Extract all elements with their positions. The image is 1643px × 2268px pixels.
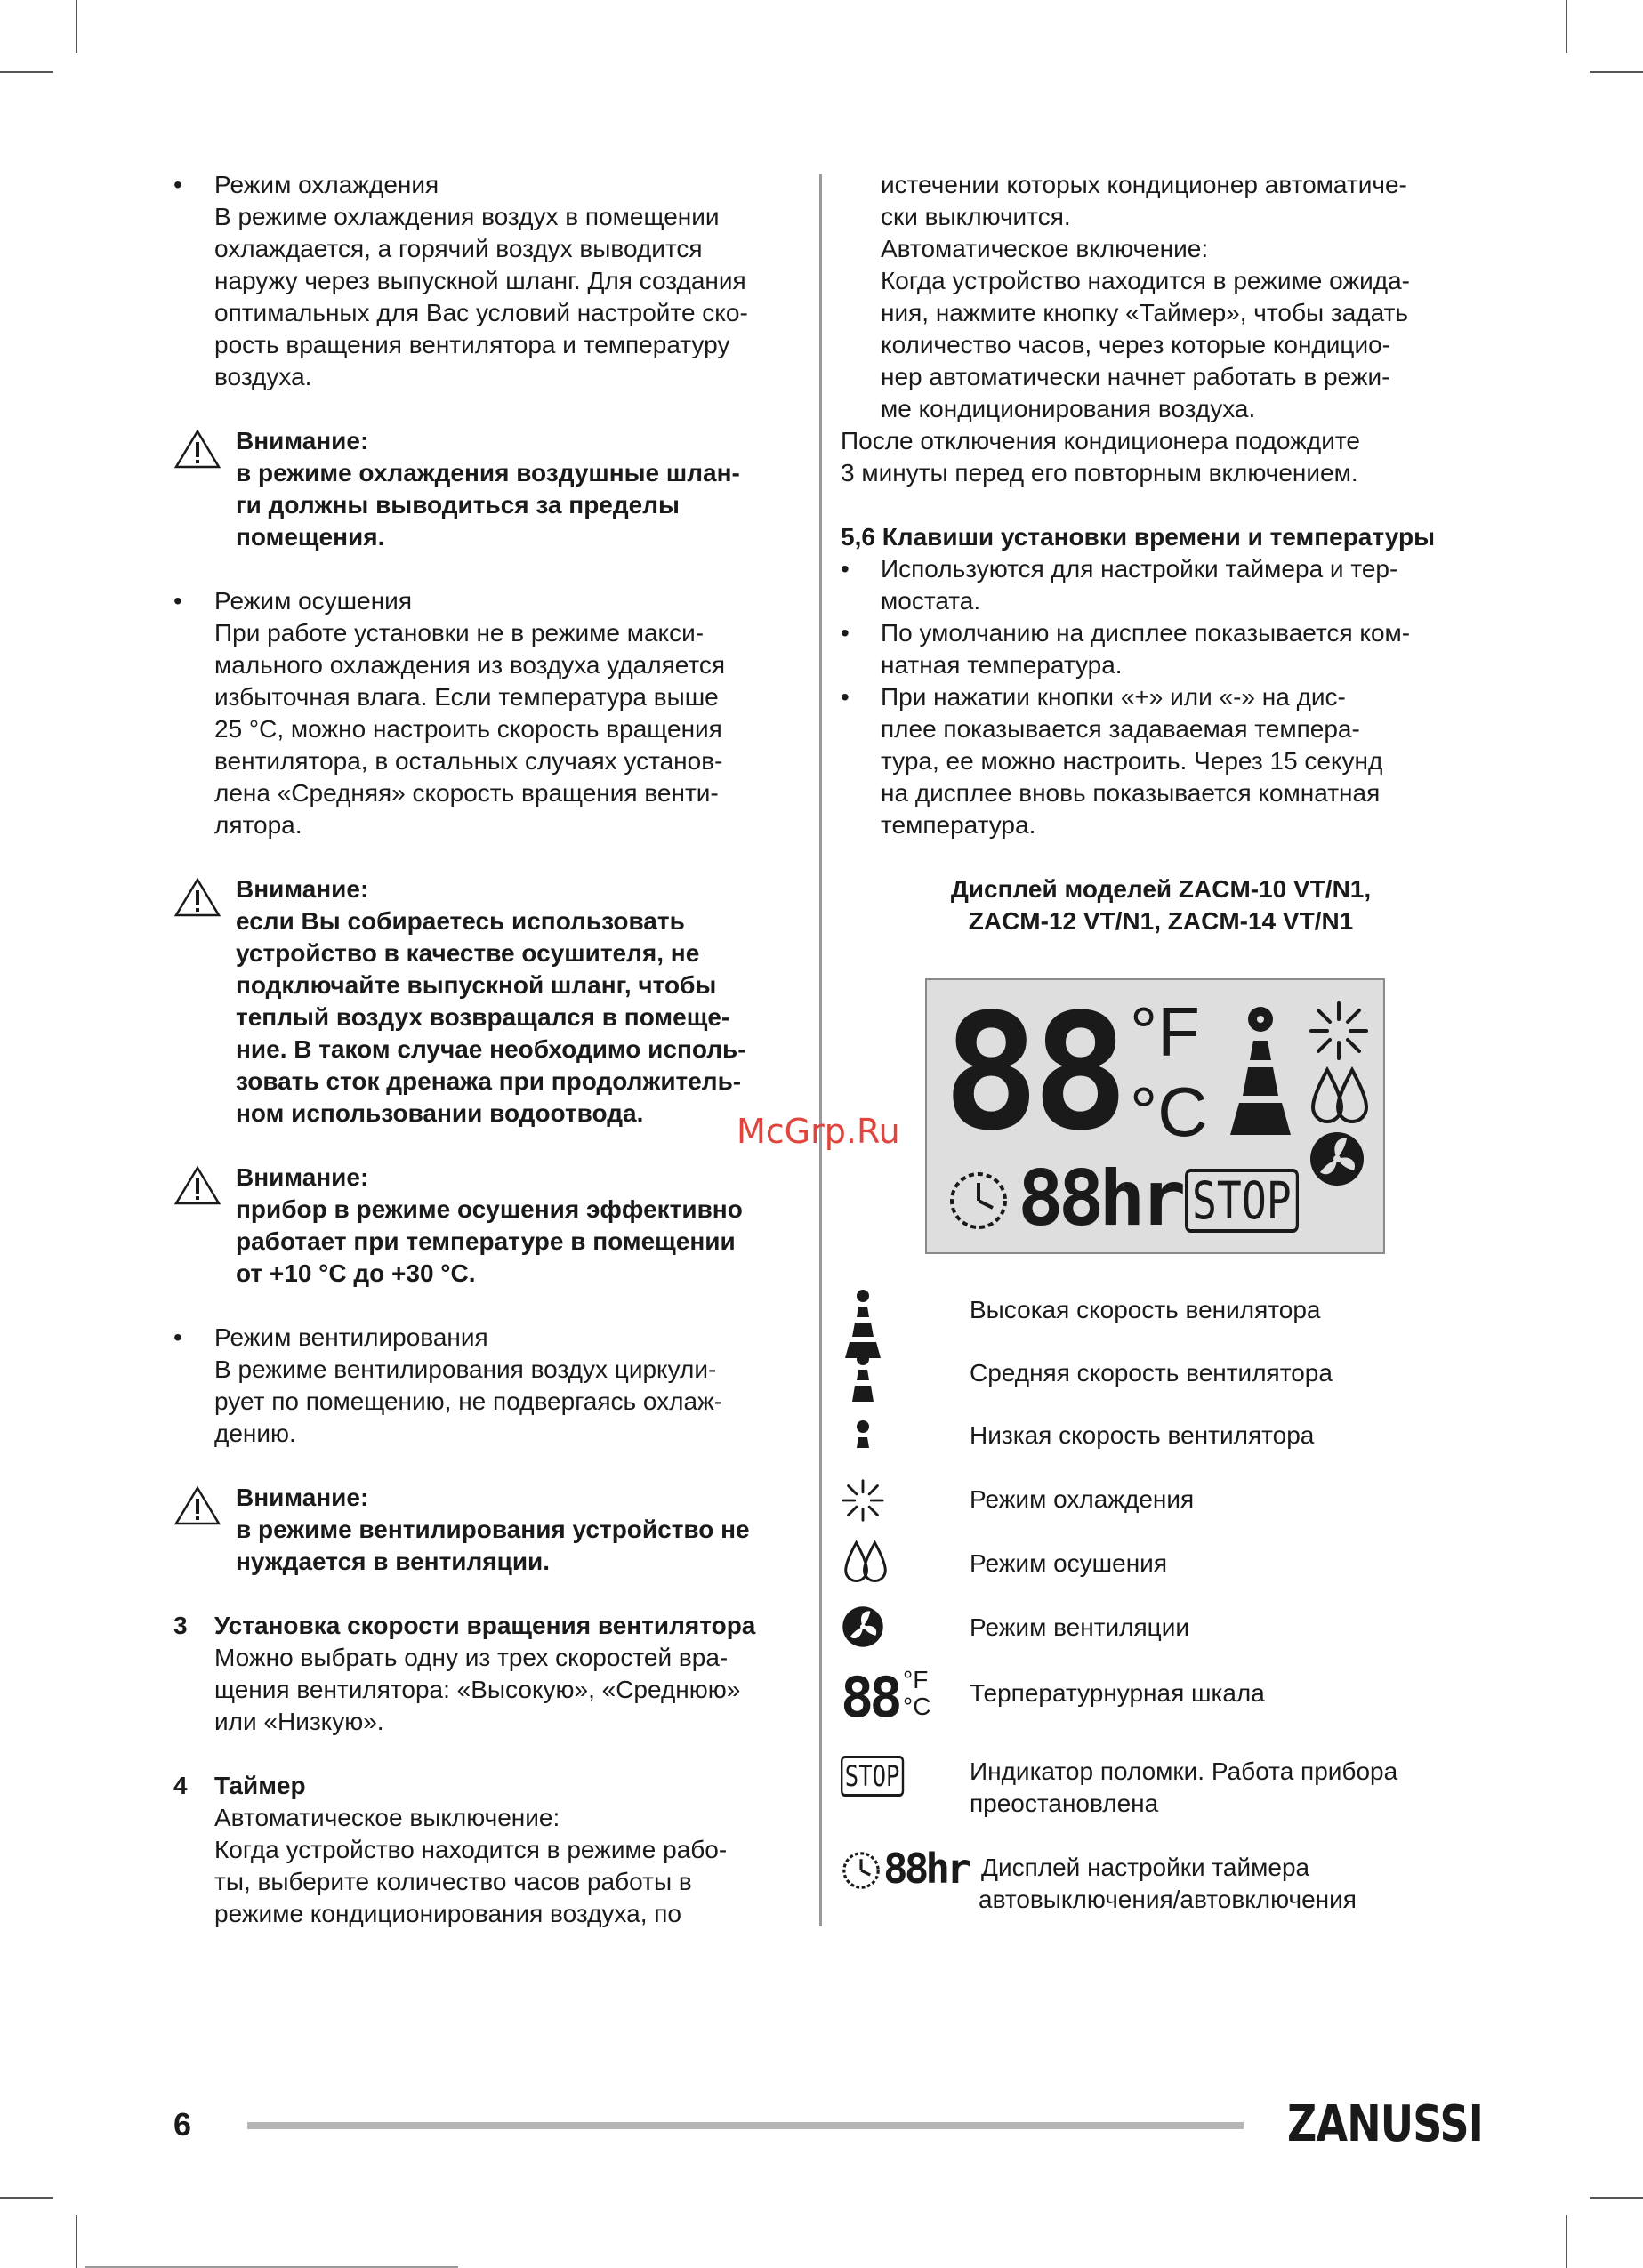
text-line: ги должны выводиться за пределы <box>236 491 680 519</box>
text-line: рость вращения вентилятора и температуру <box>214 331 730 358</box>
text-line: количество часов, через которые кондицио- <box>881 331 1390 358</box>
crop-mark <box>1566 2215 1567 2268</box>
text-line: тура, ее можно настроить. Через 15 секунд <box>881 747 1383 775</box>
text-line: Когда устройство находится в режиме рабо- <box>214 1836 728 1863</box>
legend-label: Режим осушения <box>970 1549 1167 1577</box>
section-title: Установка скорости вращения вентилятора <box>214 1612 756 1639</box>
crop-mark <box>1590 2197 1643 2199</box>
legend-medium-speed <box>841 1357 1517 1411</box>
legend-high-speed <box>841 1294 1517 1347</box>
legend-temperature <box>841 1665 1517 1731</box>
text-line: натная температура. <box>881 651 1123 679</box>
text-line: Когда устройство находится в режиме ожида- <box>881 267 1410 294</box>
list-item: • По умолчанию на дисплее показывается ком- натная температура. <box>841 617 1481 681</box>
text-line: мостата. <box>881 587 981 615</box>
text-line: наружу через выпускной шланг. Для создания <box>214 267 746 294</box>
right-column <box>841 169 1481 937</box>
footer-rule <box>247 2122 1244 2129</box>
crop-mark <box>76 0 77 53</box>
warning-label: Внимание: <box>236 875 369 903</box>
warning-block <box>173 873 809 1130</box>
column-divider <box>819 174 822 1926</box>
text-line: нер автоматически начнет работать в режи- <box>881 363 1390 390</box>
warning-triangle-icon <box>173 429 221 470</box>
section-fan-speed <box>173 1610 809 1738</box>
drying-mode-item: • Режим осушения При работе установки не в режиме макси- мального охлаждения из воздуха удаляется избыточная влага. Если температура выше 25 °С, можно настроить скорость вращения вентилятора, в остальных случаях установ- лена «Средняя» скорость вращения венти- лятора. <box>173 585 809 841</box>
legend-label: Высокая скорость венилятора <box>970 1296 1321 1323</box>
temperature-digits-icon: 88 <box>841 1665 898 1730</box>
text-line: щения вентилятора: «Высокую», «Среднюю» <box>214 1676 741 1703</box>
warning-block <box>173 1162 809 1290</box>
legend-label: автовыключения/автовключения <box>979 1886 1357 1913</box>
text-line: рует по помещению, не подвергаясь охлаж- <box>214 1387 723 1415</box>
timer-digits-icon: 88hr <box>883 1845 968 1893</box>
text-line: если Вы собираетесь использовать <box>236 907 685 935</box>
lcd-unit-c: °C <box>1130 1073 1208 1151</box>
legend-drying <box>841 1548 1517 1592</box>
text-line: В режиме охлаждения воздух в помещении <box>214 203 720 230</box>
section-number: 4 <box>173 1772 188 1799</box>
legend-label: Дисплей настройки таймера <box>981 1854 1310 1881</box>
text-line: плее показывается задаваемая темпера- <box>881 715 1360 743</box>
caption-line: Дисплей моделей ZACM-10 VT/N1, <box>950 875 1372 903</box>
fan-icon <box>1308 1130 1366 1188</box>
text-line: в режиме охлаждения воздушные шлан- <box>236 459 740 487</box>
lcd-unit-f: °F <box>1130 993 1200 1071</box>
text-line: зовать сток дренажа при продолжитель- <box>236 1067 742 1095</box>
lcd-temperature-digits: 88 <box>943 980 1122 1166</box>
text-line: ски выключится. <box>881 203 1071 230</box>
cooling-mode-title: Режим охлаждения <box>214 171 439 198</box>
text-line: теплый воздух возвращался в помеще- <box>236 1003 730 1031</box>
warning-triangle-icon <box>173 1485 221 1526</box>
text-line: ние. В таком случае необходимо исполь- <box>236 1035 746 1063</box>
text-line: от +10 °С до +30 °С. <box>236 1259 476 1287</box>
text-line: ты, выберите количество часов работы в <box>214 1868 692 1895</box>
warning-label: Внимание: <box>236 1484 369 1511</box>
warning-triangle-icon <box>173 1165 221 1206</box>
stop-indicator-icon: STOP <box>841 1756 904 1797</box>
restart-note <box>841 425 1481 489</box>
text-line: После отключения кондиционера подождите <box>841 427 1360 454</box>
text-line: 3 минуты перед его повторным включением. <box>841 459 1358 487</box>
timer-continued <box>841 169 1481 425</box>
section-number: 3 <box>173 1612 188 1639</box>
text-line: ния, нажмите кнопку «Таймер», чтобы задать <box>881 299 1409 326</box>
text-line: устройство в качестве осушителя, не <box>236 939 700 967</box>
text-line: дению. <box>214 1420 296 1447</box>
list-item: • При нажатии кнопки «+» или «-» на дис- плее показывается задаваемая темпера- тура, ее можно настроить. Через 15 секунд на дисплее вновь показывается комнатная температура. <box>841 681 1481 841</box>
legend-label: Низкая скорость вентилятора <box>970 1421 1315 1449</box>
page-number: 6 <box>173 2106 192 2143</box>
drops-icon <box>1308 1065 1372 1127</box>
text-line: лена «Средняя» скорость вращения венти- <box>214 779 719 807</box>
legend-low-speed <box>841 1420 1517 1464</box>
temperature-unit-c: °C <box>903 1693 931 1720</box>
crop-mark <box>1566 0 1567 53</box>
text-line: вентилятора, в остальных случаях установ- <box>214 747 723 775</box>
legend-label: Режим вентиляции <box>970 1613 1189 1641</box>
caption-line: ZACM-12 VT/N1, ZACM-14 VT/N1 <box>968 907 1354 935</box>
text-line: При работе установки не в режиме макси- <box>214 619 705 647</box>
crop-mark <box>0 71 53 73</box>
fan-low-speed-icon <box>841 1420 885 1455</box>
fan-speed-icon <box>1216 1005 1305 1138</box>
ventilation-mode-item: • Режим вентилирования В режиме вентилирования воздух циркули- рует по помещению, не подвергаясь охлаж- дению. <box>173 1322 809 1450</box>
text-line: помещения. <box>236 523 385 551</box>
section-title: 5,6 Клавиши установки времени и температуры <box>841 523 1435 551</box>
text-line: нуждается в вентиляции. <box>236 1548 551 1575</box>
text-line: охлаждается, а горячий воздух выводится <box>214 235 703 262</box>
crop-mark <box>1590 71 1643 73</box>
legend-cooling <box>841 1484 1517 1528</box>
section-time-temp-keys <box>841 521 1481 841</box>
text-line: в режиме вентилирования устройство не <box>236 1516 750 1543</box>
warning-block <box>173 425 809 553</box>
drops-icon <box>841 1539 890 1585</box>
text-line: или «Низкую». <box>214 1708 384 1735</box>
warning-label: Внимание: <box>236 1163 369 1191</box>
legend-stop <box>841 1756 1517 1827</box>
lcd-stop-indicator: STOP <box>1185 1169 1299 1233</box>
legend-label: Терпературнурная шкала <box>970 1679 1265 1707</box>
text-line: температура. <box>881 811 1036 839</box>
text-line: оптимальных для Вас условий настройте ско- <box>214 299 748 326</box>
text-line: лятора. <box>214 811 302 839</box>
text-line: на дисплее вновь показывается комнатная <box>881 779 1381 807</box>
crop-mark <box>0 2197 53 2199</box>
text-line: прибор в режиме осушения эффективно <box>236 1195 743 1223</box>
section-subtitle: Автоматическое выключение: <box>214 1804 560 1831</box>
section-timer <box>173 1770 809 1930</box>
text-line: ном использовании водоотвода. <box>236 1099 644 1127</box>
fan-medium-speed-icon <box>841 1352 885 1405</box>
text-line: Используются для настройки таймера и тер- <box>881 555 1398 583</box>
display-caption <box>841 873 1481 937</box>
text-line: подключайте выпускной шланг, чтобы <box>236 971 717 999</box>
text-line: мального охлаждения из воздуха удаляется <box>214 651 726 679</box>
clock-icon <box>946 1169 1011 1233</box>
fan-icon <box>841 1604 885 1649</box>
cooling-mode-item: • Режим охлаждения В режиме охлаждения воздух в помещении охлаждается, а горячий воздух выводится наружу через выпускной шланг. Для создания оптимальных для Вас условий настройте ско- рость вращения вентилятора и температуру воздуха. <box>173 169 809 393</box>
temperature-unit-f: °F <box>903 1666 929 1693</box>
text-line: ме кондиционирования воздуха. <box>881 395 1256 422</box>
lcd-timer: 88hr <box>1018 1154 1181 1243</box>
warning-label: Внимание: <box>236 427 369 454</box>
text-line: режиме кондиционирования воздуха, по <box>214 1900 681 1927</box>
clock-icon <box>841 1850 882 1891</box>
text-line: воздуха. <box>214 363 312 390</box>
text-line: Можно выбрать одну из трех скоростей вра- <box>214 1644 729 1671</box>
text-line: работает при температуре в помещении <box>236 1227 736 1255</box>
fan-high-speed-icon <box>841 1289 885 1360</box>
snowflake-icon <box>841 1478 885 1523</box>
list-item: • Используются для настройки таймера и тер- мостата. <box>841 553 1481 617</box>
brand-logo: ZANUSSI <box>1287 2095 1483 2153</box>
section-title: Таймер <box>214 1772 306 1799</box>
legend-timer <box>841 1845 1517 1923</box>
drying-mode-title: Режим осушения <box>214 587 412 615</box>
text-line: В режиме вентилирования воздух циркули- <box>214 1355 717 1383</box>
legend-label: Режим охлаждения <box>970 1485 1195 1513</box>
legend-ventilation <box>841 1612 1517 1656</box>
crop-mark <box>76 2215 77 2268</box>
left-column <box>173 169 809 1930</box>
snowflake-icon <box>1308 1000 1370 1062</box>
legend-label: Средняя скорость вентилятора <box>970 1359 1333 1387</box>
text-line: 25 °С, можно настроить скорость вращения <box>214 715 722 743</box>
text-line: По умолчанию на дисплее показывается ком- <box>881 619 1411 647</box>
ventilation-mode-title: Режим вентилирования <box>214 1323 488 1351</box>
text-line: истечении которых кондиционер автоматиче- <box>881 171 1407 198</box>
text-line: избыточная влага. Если температура выше <box>214 683 719 711</box>
legend-label: Индикатор поломки. Работа прибора <box>970 1757 1398 1785</box>
warning-block <box>173 1482 809 1578</box>
auto-on-title: Автоматическое включение: <box>881 235 1209 262</box>
warning-triangle-icon <box>173 877 221 918</box>
lcd-display <box>925 978 1385 1254</box>
legend-label: преостановлена <box>970 1789 1159 1817</box>
watermark: McGrp.Ru <box>737 1112 900 1151</box>
text-line: При нажатии кнопки «+» или «-» на дис- <box>881 683 1346 711</box>
